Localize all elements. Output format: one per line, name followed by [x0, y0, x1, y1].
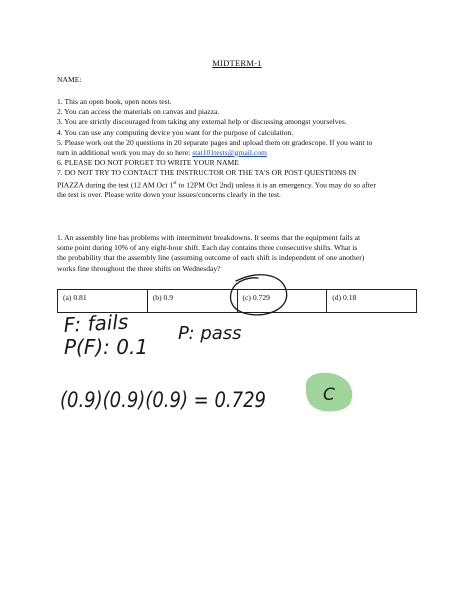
question-line-2: some point during 10% of any eight-hour shift. Each day contains three consecutive shifts. What is — [57, 243, 358, 253]
ordinal-suffix: st — [173, 180, 177, 186]
instruction-4: 4. You can use any computing device you want for the purpose of calculation. — [57, 127, 294, 137]
question-line-1: 1. An assembly line has problems with intermittent breakdowns. It seems that the equipment fails at — [57, 233, 361, 242]
question-line-3: the probability that the assembly line (assuming outcome of each shift is independent of one another) — [57, 253, 365, 263]
hw-fails-def: F: fails — [63, 309, 129, 337]
option-c[interactable]: (c) 0.729 — [237, 290, 327, 313]
instruction-7-part-a: PIAZZA during the test (12 AM Oct 1 — [57, 180, 174, 190]
instruction-1: 1. This an open book, open notes test. — [57, 97, 172, 106]
hw-pf: P(F): 0.1 — [64, 335, 149, 359]
option-b[interactable]: (b) 0.9 — [147, 290, 237, 313]
answer-circle — [231, 275, 287, 315]
hw-pass-def: P: pass — [178, 323, 242, 344]
instruction-2: 2. You can access the materials on canvas and piazza. — [57, 107, 220, 117]
option-a[interactable]: (a) 0.81 — [58, 290, 148, 313]
instruction-7-part-b: to 12PM Oct 2nd) unless it is an emergency. You may do so after — [176, 180, 376, 190]
page-title: MIDTERM-1 — [212, 58, 262, 68]
instruction-7-end: the test is over. Please write down your issues/concerns clearly in the test. — [57, 190, 281, 200]
question-line-4: works fine throughout the three shifts on Wednesday? — [57, 263, 221, 273]
name-label: NAME: — [57, 75, 82, 84]
hw-answer: C — [323, 385, 335, 405]
instruction-5: 5. Please work out the 20 questions in 20 separate pages and upload them on gradescope. If you want to — [57, 137, 373, 147]
instruction-7: 7. DO NOT TRY TO CONTACT THE INSTRUCTOR OR THE TA'S OR POST QUESTIONS IN — [57, 168, 357, 178]
option-d[interactable]: (d) 0.18 — [327, 290, 417, 313]
email-link[interactable]: stat101tests@gmail.com — [192, 148, 267, 158]
instruction-3: 3. You are strictly discouraged from taking any external help or discussing amongst yourselves. — [57, 117, 347, 127]
instruction-5-text: turn in additional work you may do so here: — [57, 148, 191, 158]
instruction-6: 6. PLEASE DO NOT FORGET TO WRITE YOUR NAME — [57, 158, 239, 168]
hw-calculation: (0.9)(0.9)(0.9) = 0.729 — [60, 388, 266, 412]
